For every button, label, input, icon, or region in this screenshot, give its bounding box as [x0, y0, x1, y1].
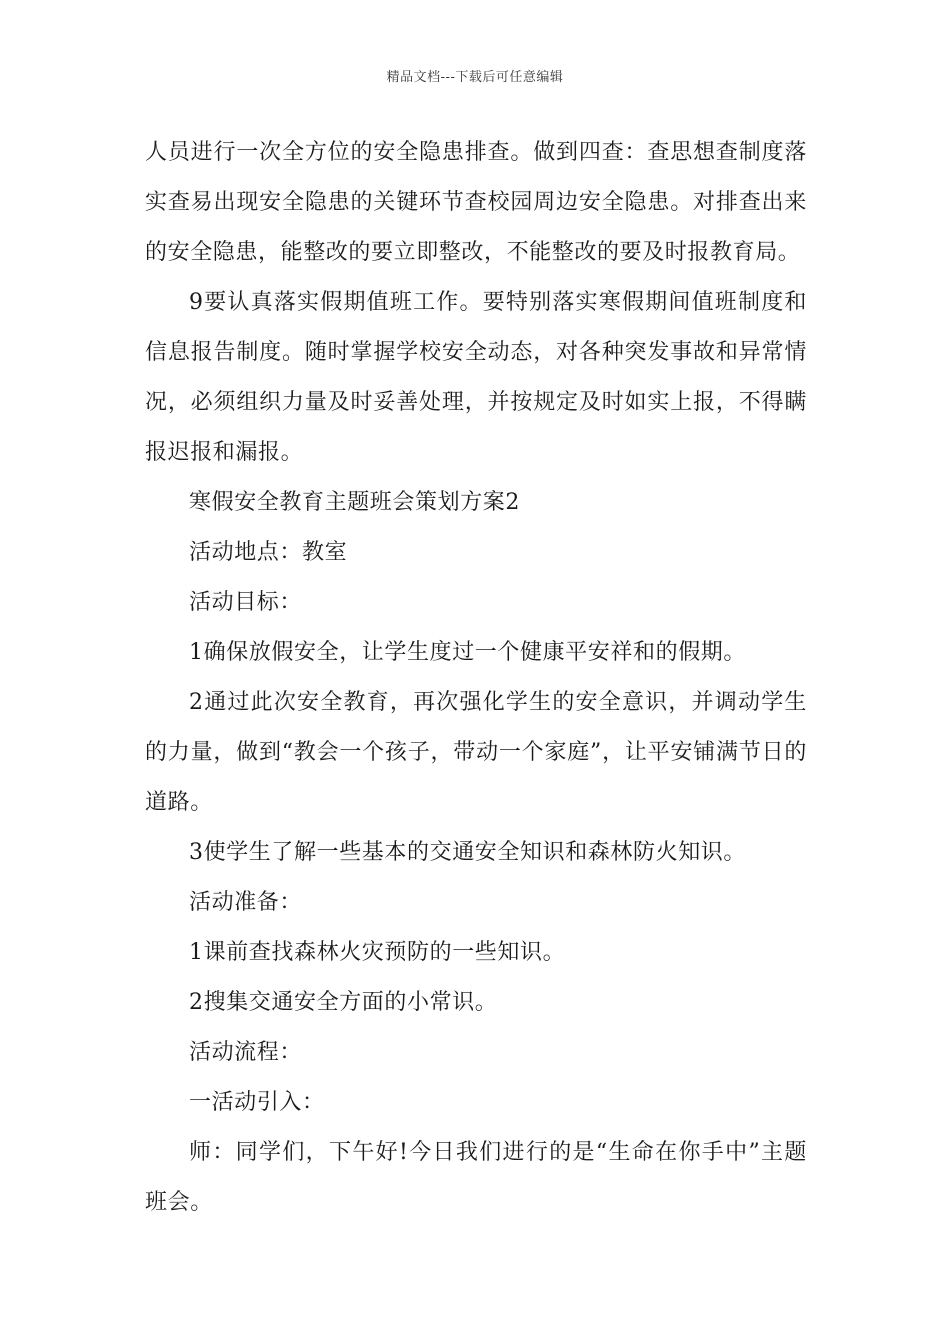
goal-item-3: 3使学生了解一些基本的交通安全知识和森林防火知识。: [189, 840, 746, 865]
paragraph-duty-work: 9要认真落实假期值班工作。要特别落实寒假期间值班制度和信息报告制度。随时掌握学校安全动态，对各种突发事故和异常情况，必须组织力量及时妥善处理，并按规定及时如实上报，不得瞒报迟报和漏报。: [145, 290, 807, 465]
paragraph-continuation: 人员进行一次全方位的安全隐患排查。做到四查：查思想查制度落实查易出现安全隐患的关键环节查校园周边安全隐患。对排查出来的安全隐患，能整改的要立即整改，不能整改的要及时报教育局。: [145, 140, 807, 265]
goal-item-2: 2通过此次安全教育，再次强化学生的安全意识，并调动学生的力量，做到“教会一个孩子，带动一个家庭”，让平安铺满节日的道路。: [145, 690, 807, 815]
page-header: 精品文档---下载后可任意编辑: [386, 70, 564, 85]
activity-prep-heading: 活动准备：: [189, 890, 303, 915]
prep-item-2: 2搜集交通安全方面的小常识。: [189, 990, 498, 1015]
activity-flow-heading: 活动流程：: [189, 1040, 303, 1065]
flow-step-intro: 一活动引入：: [189, 1090, 325, 1115]
prep-item-1: 1课前查找森林火灾预防的一些知识。: [189, 940, 566, 965]
activity-location: 活动地点：教室: [189, 540, 348, 565]
activity-goals-heading: 活动目标：: [189, 590, 303, 615]
teacher-speech: 师：同学们，下午好!今日我们进行的是“生命在你手中”主题班会。: [145, 1140, 807, 1215]
document-body: [145, 128, 807, 1228]
goal-item-1: 1确保放假安全，让学生度过一个健康平安祥和的假期。: [189, 640, 746, 665]
section-title: 寒假安全教育主题班会策划方案2: [189, 490, 520, 515]
